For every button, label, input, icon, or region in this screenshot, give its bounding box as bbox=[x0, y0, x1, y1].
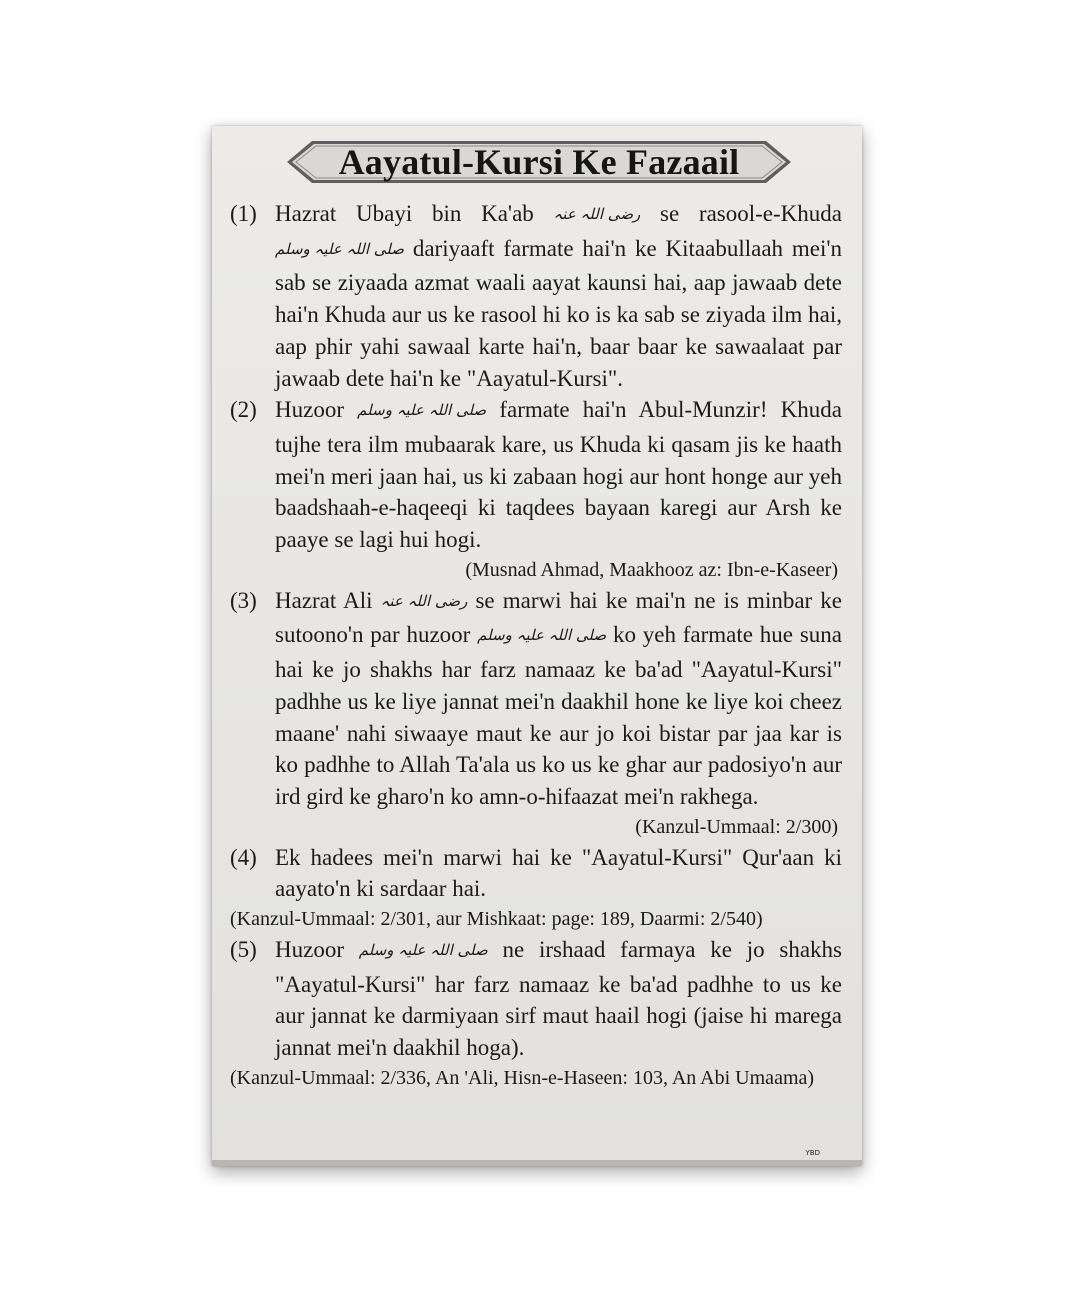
citation: (Kanzul-Ummaal: 2/301, aur Mishkaat: page: 189, Daarmi: 2/540) bbox=[230, 908, 763, 931]
item-number: (3) bbox=[230, 587, 257, 613]
item-text: Huzoor صلی اللہ علیہ وسلم farmate hai'n Abul-Munzir! Khuda tujhe tera ilm mubaarak kare, us Khuda ki qasam jis ke haath mei'n meri jaan hai, us ki zabaan hogi aur hont honge aur yeh baadshaah-e-haqeeqi ki taqdees bayaan karegi aur Arsh ke paaye se lagi hui hogi. bbox=[275, 397, 842, 553]
item-text: Ek hadees mei'n marwi hai ke "Aayatul-Kursi" Qur'aan ki aayato'n ki sardaar hai. bbox=[275, 844, 842, 902]
title-banner bbox=[286, 140, 792, 184]
fazaail-list bbox=[230, 198, 842, 1093]
publisher-mark: YBD bbox=[805, 1149, 820, 1157]
list-item-1 bbox=[230, 198, 842, 394]
citation: (Musnad Ahmad, Maakhooz az: Ibn-e-Kaseer) bbox=[465, 558, 838, 581]
list-item-5 bbox=[230, 934, 842, 1093]
item-number: (1) bbox=[230, 201, 257, 226]
list-item-3 bbox=[230, 585, 842, 842]
item-text: Hazrat Ali رضی اللہ عنہ se marwi hai ke mai'n ne is minbar ke sutoono'n par huzoor صلی اللہ علیہ وسلم ko yeh farmate hue suna hai ke jo shakhs har farz namaaz ke ba'ad "Aayatul-Kursi" padhhe us ke liye jannat mei'n daakhil hone ke liye koi cheez maane' nahi siwaaye maut ke aur jo koi bistar par jaa kar is ko padhhe to Allah Ta'ala us ko us ke ghar aur padosiyo'n aur ird gird ke gharo'n ko amn-o-hifaazat mei'n rakhega. bbox=[275, 587, 843, 809]
book-page bbox=[212, 126, 862, 1166]
item-text: Huzoor صلی اللہ علیہ وسلم ne irshaad farmaya ke jo shakhs "Aayatul-Kursi" har farz namaaz ke ba'ad padhhe to us ke aur jannat ke darmiyaan sirf maut haail hogi (jaise hi marega jannat mei'n daakhil hoga). bbox=[275, 937, 842, 1061]
honorific-calligraphy: صلی اللہ علیہ وسلم bbox=[275, 239, 404, 258]
honorific-calligraphy: صلی اللہ علیہ وسلم bbox=[477, 626, 607, 645]
list-item-4 bbox=[230, 842, 842, 934]
item-number: (5) bbox=[230, 937, 257, 963]
item-number: (4) bbox=[230, 844, 257, 870]
honorific-calligraphy: رضی اللہ عنہ bbox=[553, 205, 641, 223]
citation: (Kanzul-Ummaal: 2/300) bbox=[635, 815, 838, 838]
honorific-calligraphy: رضی اللہ عنہ bbox=[380, 591, 468, 610]
page-title: Aayatul-Kursi Ke Fazaail bbox=[338, 142, 740, 182]
list-item-2 bbox=[230, 394, 842, 585]
item-number: (2) bbox=[230, 397, 257, 423]
citation: (Kanzul-Ummaal: 2/336, An 'Ali, Hisn-e-Haseen: 103, An Abi Umaama) bbox=[230, 1066, 815, 1089]
item-text: Hazrat Ubayi bin Ka'ab رضی اللہ عنہ se rasool-e-Khuda صلی اللہ علیہ وسلم dariyaaft farmate hai'n ke Kitaabullaah mei'n sab se ziyaada azmat waali aayat kaunsi hai, aap jawaab dete hai'n Khuda aur us ke rasool hi ko is ka sab se ziyada ilm hai, aap phir yahi sawaal karte hai'n, baar baar ke sawaalaat par jawaab dete hai'n ke "Aayatul-Kursi". bbox=[275, 201, 842, 391]
honorific-calligraphy: صلی اللہ علیہ وسلم bbox=[358, 941, 488, 960]
honorific-calligraphy: صلی اللہ علیہ وسلم bbox=[357, 401, 487, 420]
